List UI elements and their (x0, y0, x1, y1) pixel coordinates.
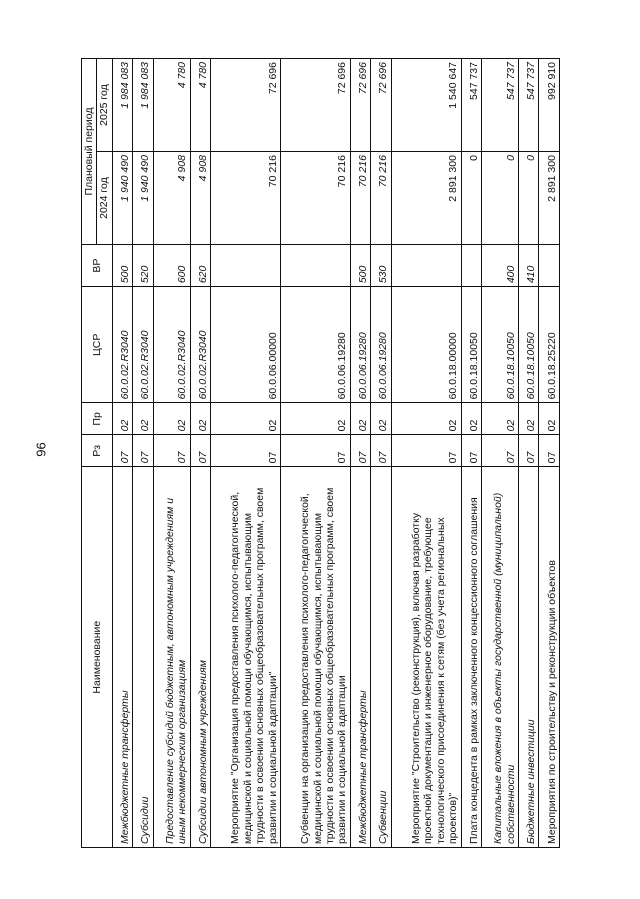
row-pr: 02 (153, 403, 190, 435)
row-vr: 530 (371, 245, 391, 287)
table-row (190, 59, 210, 848)
row-name: Субсидии (133, 467, 153, 848)
row-vr: 520 (133, 245, 153, 287)
row-csr: 60.0.06.19280 (350, 287, 370, 403)
row-pr: 02 (112, 403, 132, 435)
header-plan-period: Плановый период (82, 59, 97, 245)
row-rz: 07 (371, 435, 391, 467)
row-vr (461, 245, 481, 287)
row-2025: 72 696 (211, 59, 281, 152)
row-2025: 72 696 (371, 59, 391, 152)
header-csr: ЦСР (82, 287, 113, 403)
table-row (482, 59, 519, 848)
row-name: Капитальные вложения в объекты государственной (муниципальной) собственности (482, 467, 519, 848)
header-vr: ВР (82, 245, 113, 287)
row-2025: 1 540 647 (391, 59, 461, 152)
table-row (518, 59, 538, 848)
table-row (391, 59, 461, 848)
row-rz: 07 (391, 435, 461, 467)
row-2024: 1 940 490 (133, 152, 153, 245)
header-name: Наименование (82, 467, 113, 848)
row-2025: 547 737 (518, 59, 538, 152)
row-pr: 02 (539, 403, 560, 435)
row-2024: 70 216 (350, 152, 370, 245)
table-row (280, 59, 350, 848)
row-rz: 07 (280, 435, 350, 467)
row-vr (391, 245, 461, 287)
header-rz: Рз (82, 435, 113, 467)
row-rz: 07 (539, 435, 560, 467)
row-rz: 07 (461, 435, 481, 467)
row-csr: 60.0.02.R3040 (190, 287, 210, 403)
row-2025: 547 737 (461, 59, 481, 152)
table-row (371, 59, 391, 848)
row-2024: 70 216 (371, 152, 391, 245)
row-vr (280, 245, 350, 287)
row-rz: 07 (518, 435, 538, 467)
row-2025: 4 780 (153, 59, 190, 152)
budget-table (81, 58, 560, 848)
row-vr: 400 (482, 245, 519, 287)
header-2025: 2025 год (97, 59, 112, 152)
row-2024: 0 (482, 152, 519, 245)
header-2024: 2024 год (97, 152, 112, 245)
table-row (461, 59, 481, 848)
row-rz: 07 (153, 435, 190, 467)
table-row (133, 59, 153, 848)
row-pr: 02 (482, 403, 519, 435)
row-2024: 2 891 300 (539, 152, 560, 245)
row-2024: 70 216 (211, 152, 281, 245)
table-row (153, 59, 190, 848)
row-csr: 60.0.18.10050 (518, 287, 538, 403)
row-name: Предоставление субсидий бюджетным, автономным учреждениям и иным некоммерческим организациям (153, 467, 190, 848)
row-pr: 02 (211, 403, 281, 435)
row-vr: 410 (518, 245, 538, 287)
row-vr: 500 (350, 245, 370, 287)
row-csr: 60.0.02.R3040 (153, 287, 190, 403)
row-pr: 02 (190, 403, 210, 435)
row-pr: 02 (350, 403, 370, 435)
row-name: Мероприятия по строительству и реконструкции объектов (539, 467, 560, 848)
budget-table-container (81, 58, 560, 848)
table-row (350, 59, 370, 848)
row-2025: 1 984 083 (133, 59, 153, 152)
row-2024: 1 940 490 (112, 152, 132, 245)
row-name: Плата концедента в рамках заключенного концессионного соглашения (461, 467, 481, 848)
row-csr: 60.0.06.19280 (280, 287, 350, 403)
row-2025: 992 910 (539, 59, 560, 152)
row-vr: 620 (190, 245, 210, 287)
row-name: Мероприятие "Организация предоставления психолого-педагогической, медицинской и социальной помощи обучающимся, испытывающим трудности в освоении основных общеобразовательных программ, своем развитии и социальной адаптации" (211, 467, 281, 848)
row-vr (539, 245, 560, 287)
row-2024: 70 216 (280, 152, 350, 245)
row-rz: 07 (190, 435, 210, 467)
row-name: Субвенции на организацию предоставления психолого-педагогической, медицинской и социальной помощи обучающимся, испытывающим трудности в освоении основных общеобразовательных программ, своем развитии и социальной адаптации (280, 467, 350, 848)
row-name: Межбюджетные трансферты (112, 467, 132, 848)
row-name: Субвенции (371, 467, 391, 848)
row-name: Субсидии автономным учреждениям (190, 467, 210, 848)
row-pr: 02 (518, 403, 538, 435)
row-csr: 60.0.02.R3040 (133, 287, 153, 403)
row-csr: 60.0.02.R3040 (112, 287, 132, 403)
row-2024: 4 908 (190, 152, 210, 245)
row-2024: 4 908 (153, 152, 190, 245)
table-row (211, 59, 281, 848)
table-row (539, 59, 560, 848)
row-pr: 02 (133, 403, 153, 435)
row-2025: 1 984 083 (112, 59, 132, 152)
row-pr: 02 (391, 403, 461, 435)
row-pr: 02 (461, 403, 481, 435)
row-pr: 02 (371, 403, 391, 435)
row-pr: 02 (280, 403, 350, 435)
row-2024: 2 891 300 (391, 152, 461, 245)
row-csr: 60.0.18.25220 (539, 287, 560, 403)
row-2025: 72 696 (280, 59, 350, 152)
row-2025: 547 737 (482, 59, 519, 152)
row-vr: 500 (112, 245, 132, 287)
row-vr (211, 245, 281, 287)
page-number: 96 (33, 442, 49, 457)
row-2025: 4 780 (190, 59, 210, 152)
row-rz: 07 (133, 435, 153, 467)
row-rz: 07 (211, 435, 281, 467)
table-row (112, 59, 132, 848)
row-2024: 0 (518, 152, 538, 245)
row-2024: 0 (461, 152, 481, 245)
header-pr: Пр (82, 403, 113, 435)
row-rz: 07 (482, 435, 519, 467)
row-csr: 60.0.18.10050 (461, 287, 481, 403)
row-name: Межбюджетные трансферты (350, 467, 370, 848)
row-csr: 60.0.18.00000 (391, 287, 461, 403)
row-csr: 60.0.06.19280 (371, 287, 391, 403)
row-vr: 600 (153, 245, 190, 287)
row-csr: 60.0.06.00000 (211, 287, 281, 403)
row-csr: 60.0.18.10050 (482, 287, 519, 403)
row-name: Мероприятие "Строительство (реконструкция), включая разработку проектной документации и инженерное оборудование, требующее технологического присоединения к сетям (без учета региональных проектов)" (391, 467, 461, 848)
row-2025: 72 696 (350, 59, 370, 152)
row-rz: 07 (112, 435, 132, 467)
row-rz: 07 (350, 435, 370, 467)
row-name: Бюджетные инвестиции (518, 467, 538, 848)
